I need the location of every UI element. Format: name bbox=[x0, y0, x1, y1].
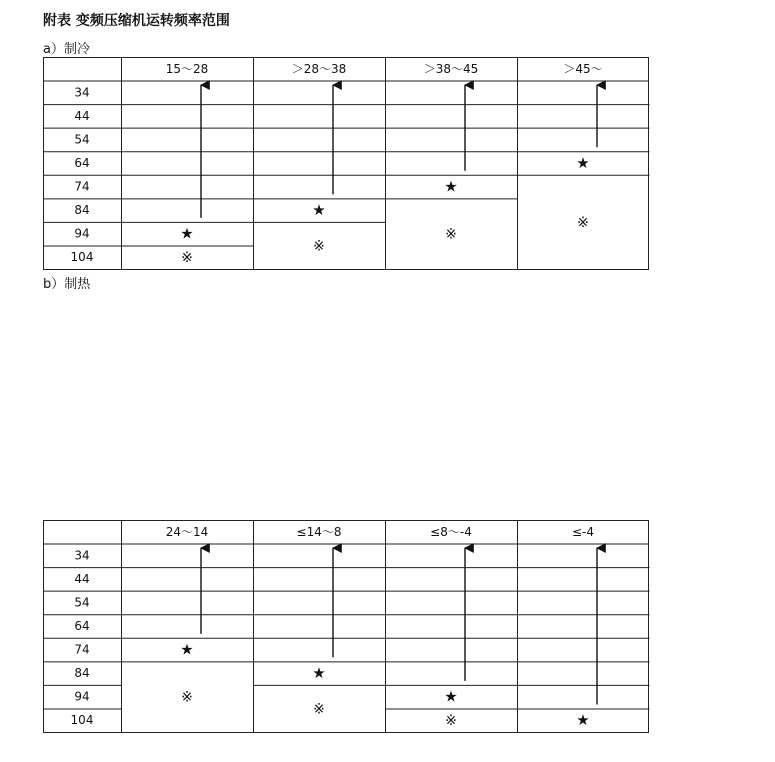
reference-symbol: ※ bbox=[445, 713, 457, 730]
row-label: 34 bbox=[74, 548, 90, 563]
heating-table bbox=[43, 520, 649, 733]
star-symbol: ★ bbox=[576, 154, 590, 172]
row-label: 94 bbox=[74, 689, 90, 704]
reference-symbol: ※ bbox=[577, 214, 589, 231]
column-header: ＞45～ bbox=[563, 61, 603, 76]
column-header: 24～14 bbox=[165, 524, 209, 539]
row-label: 104 bbox=[70, 713, 94, 728]
row-label: 84 bbox=[74, 666, 90, 681]
cooling-grid-svg bbox=[43, 57, 649, 270]
cooling-table bbox=[43, 57, 649, 270]
row-label: 84 bbox=[74, 203, 90, 218]
row-label: 44 bbox=[74, 108, 90, 123]
reference-symbol: ※ bbox=[313, 701, 325, 718]
row-label: 74 bbox=[74, 179, 90, 194]
row-label: 74 bbox=[74, 642, 90, 657]
row-label: 104 bbox=[70, 250, 94, 265]
table-border bbox=[44, 521, 649, 733]
star-symbol: ★ bbox=[444, 177, 458, 196]
star-symbol: ★ bbox=[312, 201, 326, 220]
star-symbol: ★ bbox=[576, 711, 590, 730]
row-label: 64 bbox=[74, 619, 90, 633]
column-header: ≤-4 bbox=[571, 524, 595, 539]
table-border bbox=[44, 58, 649, 270]
page-title: 附表 变频压缩机运转频率范围 bbox=[43, 13, 230, 29]
star-symbol: ★ bbox=[180, 224, 194, 243]
column-header: ≤8～-4 bbox=[430, 524, 472, 539]
row-label: 54 bbox=[74, 132, 90, 147]
heating-section-label: b）制热 bbox=[43, 277, 91, 292]
star-symbol: ★ bbox=[444, 687, 458, 706]
row-label: 64 bbox=[74, 156, 90, 170]
column-header: ＞28～38 bbox=[291, 61, 347, 76]
row-label: 94 bbox=[74, 226, 90, 241]
heating-grid-svg bbox=[43, 520, 649, 733]
star-symbol: ★ bbox=[180, 640, 194, 659]
column-header: ≤14～8 bbox=[296, 524, 342, 539]
row-label: 54 bbox=[74, 595, 90, 610]
reference-symbol: ※ bbox=[445, 226, 457, 243]
row-label: 34 bbox=[74, 85, 90, 100]
row-label: 44 bbox=[74, 571, 90, 586]
reference-symbol: ※ bbox=[181, 689, 193, 706]
star-symbol: ★ bbox=[312, 664, 326, 683]
reference-symbol: ※ bbox=[181, 250, 193, 267]
reference-symbol: ※ bbox=[313, 238, 325, 255]
column-header: 15～28 bbox=[165, 61, 209, 76]
cooling-section-label: a）制冷 bbox=[43, 42, 90, 57]
column-header: ＞38～45 bbox=[423, 61, 479, 76]
